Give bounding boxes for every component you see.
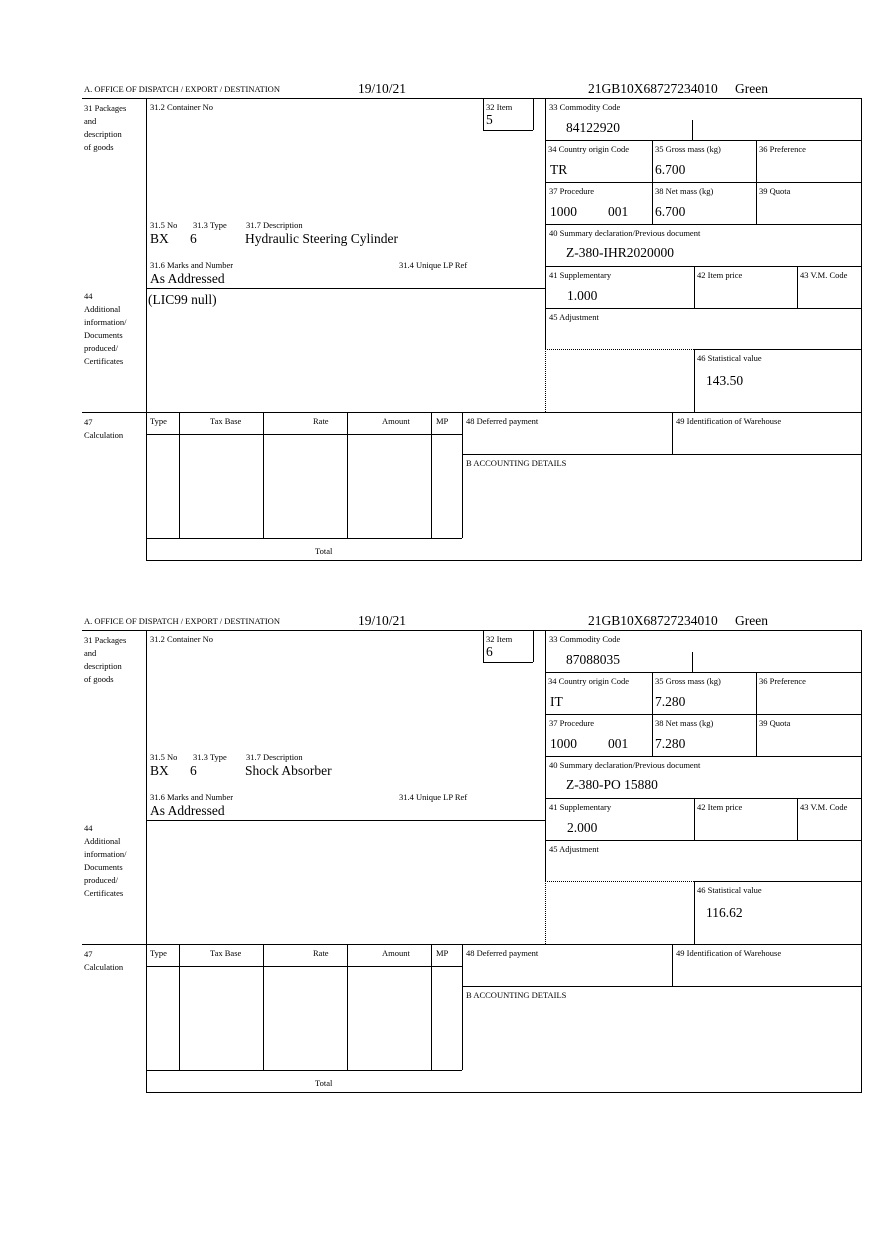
description-value: Shock Absorber — [245, 763, 332, 778]
rule — [146, 434, 462, 435]
net-mass-label: 38 Net mass (kg) — [655, 718, 714, 728]
dotted-rule — [545, 349, 546, 412]
net-mass-value: 7.280 — [655, 736, 686, 751]
rule — [146, 538, 462, 539]
additional-info-label: 44 Additional information/ Documents produced/ Certificates — [84, 823, 127, 898]
statistical-value: 116.62 — [706, 905, 743, 920]
summary-declaration-label: 40 Summary declaration/Previous document — [549, 760, 701, 770]
vm-code-label: 43 V.M. Code — [800, 270, 848, 280]
mp-header: MP — [436, 948, 449, 958]
total-label: Total — [315, 546, 333, 556]
rule — [545, 224, 861, 225]
rule — [545, 266, 861, 267]
rule — [483, 98, 484, 130]
rule — [533, 630, 534, 662]
summary-declaration-value: Z-380-PO 15880 — [566, 777, 658, 792]
rule — [694, 266, 695, 308]
rule — [672, 944, 673, 986]
packages-label: 31 Packages and description of goods — [84, 103, 127, 152]
rule — [462, 454, 862, 455]
item-label: 32 Item — [486, 102, 513, 112]
rule — [462, 412, 463, 538]
statistical-value: 143.50 — [706, 373, 744, 388]
gross-mass-value: 7.280 — [655, 694, 686, 709]
rule — [545, 182, 861, 183]
rule — [146, 630, 147, 1092]
commodity-value: 87088035 — [566, 652, 620, 667]
commodity-label: 33 Commodity Code — [549, 102, 621, 112]
rule — [179, 944, 180, 1070]
rule — [861, 98, 862, 560]
item-value: 6 — [486, 644, 493, 659]
rule — [545, 756, 861, 757]
additional-info-label: 44 Additional information/ Documents produced/ Certificates — [84, 291, 127, 366]
container-label: 31.2 Container No — [150, 102, 214, 112]
procedure-label: 37 Procedure — [549, 186, 595, 196]
origin-label: 34 Country origin Code — [548, 676, 629, 686]
rule — [82, 98, 862, 99]
tax-base-header: Tax Base — [210, 416, 242, 426]
no-label: 31.5 No — [150, 220, 178, 230]
rule — [692, 652, 693, 672]
supplementary-label: 41 Supplementary — [549, 802, 612, 812]
procedure-label: 37 Procedure — [549, 718, 595, 728]
item-price-label: 42 Item price — [697, 802, 743, 812]
supplementary-label: 41 Supplementary — [549, 270, 612, 280]
net-mass-value: 6.700 — [655, 204, 686, 219]
type-label: 31.3 Type — [193, 752, 227, 762]
gross-mass-label: 35 Gross mass (kg) — [655, 144, 721, 154]
vm-code-label: 43 V.M. Code — [800, 802, 848, 812]
declaration-item-form — [0, 612, 882, 1132]
rule — [347, 944, 348, 1070]
declaration-reference: 21GB10X68727234010 — [588, 81, 718, 96]
declaration-date: 19/10/21 — [358, 613, 407, 628]
type-value: 6 — [190, 763, 197, 778]
rule — [483, 630, 533, 631]
item-label: 32 Item — [486, 634, 513, 644]
calculation-label: 47 Calculation — [84, 949, 124, 972]
calculation-label: 47 Calculation — [84, 417, 124, 440]
supplementary-value: 1.000 — [567, 288, 598, 303]
warehouse-label: 49 Identification of Warehouse — [676, 416, 782, 426]
rule — [146, 966, 462, 967]
rule — [82, 944, 862, 945]
item-price-label: 42 Item price — [697, 270, 743, 280]
preference-label: 36 Preference — [759, 676, 806, 686]
rule — [692, 120, 693, 140]
deferred-payment-label: 48 Deferred payment — [466, 416, 539, 426]
procedure-additional-value: 001 — [608, 204, 629, 219]
rule — [545, 140, 861, 141]
accounting-details-label: B ACCOUNTING DETAILS — [466, 990, 567, 1000]
rule — [797, 798, 798, 840]
rule — [797, 266, 798, 308]
summary-declaration-label: 40 Summary declaration/Previous document — [549, 228, 701, 238]
marks-label: 31.6 Marks and Number — [150, 260, 234, 270]
rule — [861, 630, 862, 1092]
rule — [82, 412, 862, 413]
dotted-rule — [545, 881, 694, 882]
marks-value: As Addressed — [150, 803, 225, 818]
description-label: 31.7 Description — [246, 220, 303, 230]
calc-type-header: Type — [150, 948, 167, 958]
office-header: A. OFFICE OF DISPATCH / EXPORT / DESTINATION — [84, 616, 280, 626]
no-value: BX — [150, 231, 169, 246]
warehouse-label: 49 Identification of Warehouse — [676, 948, 782, 958]
rule — [146, 98, 147, 560]
quota-label: 39 Quota — [759, 718, 791, 728]
description-value: Hydraulic Steering Cylinder — [245, 231, 398, 246]
marks-value: As Addressed — [150, 271, 225, 286]
rule — [146, 1092, 862, 1093]
quota-label: 39 Quota — [759, 186, 791, 196]
declaration-date: 19/10/21 — [358, 81, 407, 96]
mp-header: MP — [436, 416, 449, 426]
rule — [483, 630, 484, 662]
rule — [263, 944, 264, 1070]
gross-mass-value: 6.700 — [655, 162, 686, 177]
rule — [483, 662, 533, 663]
rule — [462, 944, 463, 1070]
rule — [483, 130, 533, 131]
rule — [146, 288, 545, 289]
supplementary-value: 2.000 — [567, 820, 598, 835]
rule — [756, 140, 757, 224]
rule — [652, 140, 653, 224]
no-label: 31.5 No — [150, 752, 178, 762]
route-colour: Green — [735, 613, 768, 628]
calc-type-header: Type — [150, 416, 167, 426]
ulp-label: 31.4 Unique LP Ref — [399, 792, 468, 802]
rule — [146, 560, 862, 561]
amount-header: Amount — [382, 416, 410, 426]
description-label: 31.7 Description — [246, 752, 303, 762]
accounting-details-label: B ACCOUNTING DETAILS — [466, 458, 567, 468]
adjustment-label: 45 Adjustment — [549, 312, 599, 322]
rule — [694, 881, 695, 944]
statistical-value-label: 46 Statistical value — [697, 885, 762, 895]
procedure-value: 1000 — [550, 736, 577, 751]
dotted-rule — [545, 881, 546, 944]
commodity-value: 84122920 — [566, 120, 620, 135]
declaration-item-form — [0, 80, 882, 600]
rate-header: Rate — [313, 416, 329, 426]
type-label: 31.3 Type — [193, 220, 227, 230]
additional-info-value: (LIC99 null) — [148, 292, 217, 307]
rule — [672, 412, 673, 454]
origin-value: TR — [550, 162, 568, 177]
ulp-label: 31.4 Unique LP Ref — [399, 260, 468, 270]
rule — [694, 881, 861, 882]
tax-base-header: Tax Base — [210, 948, 242, 958]
packages-label: 31 Packages and description of goods — [84, 635, 127, 684]
office-header: A. OFFICE OF DISPATCH / EXPORT / DESTINATION — [84, 84, 280, 94]
origin-value: IT — [550, 694, 563, 709]
procedure-value: 1000 — [550, 204, 577, 219]
total-label: Total — [315, 1078, 333, 1088]
rule — [462, 986, 862, 987]
statistical-value-label: 46 Statistical value — [697, 353, 762, 363]
rule — [146, 1070, 462, 1071]
rule — [545, 840, 861, 841]
rule — [756, 672, 757, 756]
rule — [82, 630, 862, 631]
rule — [545, 714, 861, 715]
adjustment-label: 45 Adjustment — [549, 844, 599, 854]
rule — [545, 672, 861, 673]
item-value: 5 — [486, 112, 493, 127]
rule — [545, 798, 861, 799]
container-label: 31.2 Container No — [150, 634, 214, 644]
rule — [483, 98, 533, 99]
procedure-additional-value: 001 — [608, 736, 629, 751]
rule — [263, 412, 264, 538]
origin-label: 34 Country origin Code — [548, 144, 629, 154]
rule — [694, 349, 861, 350]
rule — [179, 412, 180, 538]
rule — [146, 820, 545, 821]
rule — [347, 412, 348, 538]
rule — [431, 944, 432, 1070]
preference-label: 36 Preference — [759, 144, 806, 154]
rule — [694, 798, 695, 840]
marks-label: 31.6 Marks and Number — [150, 792, 234, 802]
no-value: BX — [150, 763, 169, 778]
amount-header: Amount — [382, 948, 410, 958]
rule — [652, 672, 653, 756]
deferred-payment-label: 48 Deferred payment — [466, 948, 539, 958]
type-value: 6 — [190, 231, 197, 246]
commodity-label: 33 Commodity Code — [549, 634, 621, 644]
declaration-reference: 21GB10X68727234010 — [588, 613, 718, 628]
rule — [533, 98, 534, 130]
rule — [545, 308, 861, 309]
rule — [694, 349, 695, 412]
dotted-rule — [545, 349, 694, 350]
net-mass-label: 38 Net mass (kg) — [655, 186, 714, 196]
gross-mass-label: 35 Gross mass (kg) — [655, 676, 721, 686]
rate-header: Rate — [313, 948, 329, 958]
summary-declaration-value: Z-380-IHR2020000 — [566, 245, 674, 260]
route-colour: Green — [735, 81, 768, 96]
rule — [431, 412, 432, 538]
